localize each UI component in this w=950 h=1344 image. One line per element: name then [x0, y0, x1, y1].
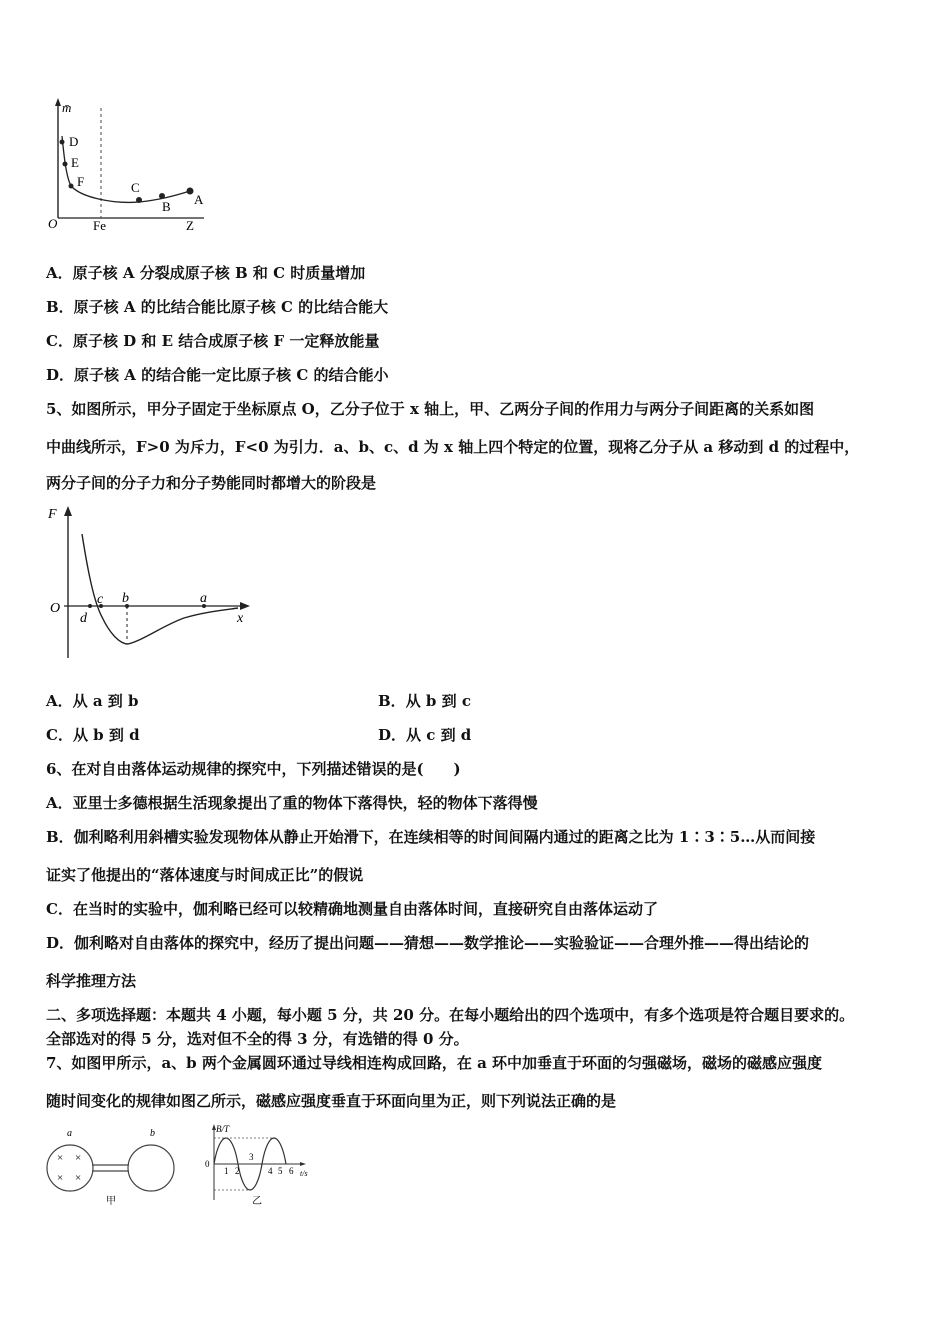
- q5-stem-2: 中曲线所示，F>0 为斥力，F<0 为引力．a、b、c、d 为 x 轴上四个特定的位置，现将乙分子从 a 移动到 d 的过程中，: [46, 438, 860, 456]
- b-t-graph-figure: [202, 1120, 322, 1208]
- ring-b-label: b: [150, 1128, 155, 1139]
- tick-4: 4: [268, 1166, 273, 1176]
- axis-x-label: x: [237, 611, 244, 626]
- q7-stem-2: 随时间变化的规律如图乙所示，磁感应强度垂直于环面向里为正，则下列说法正确的是: [46, 1092, 617, 1110]
- axis-m-label: m̄: [62, 100, 72, 115]
- q5-option-d: D．从 c 到 d: [378, 726, 472, 744]
- q6-option-b-line1: B．伽利略利用斜槽实验发现物体从静止开始滑下，在连续相等的时间间隔内通过的距离之比为 1∶3∶5…从而间接: [46, 828, 816, 846]
- label-d: D: [69, 134, 79, 149]
- q5-option-a: A．从 a 到 b: [46, 692, 139, 710]
- q7-stem-1: 7、如图甲所示，a、b 两个金属圆环通过导线相连构成回路，在 a 环中加垂直于环面的匀强磁场，磁场的磁感应强度: [46, 1054, 823, 1072]
- label-c: C: [131, 180, 140, 195]
- label-b: B: [162, 199, 171, 214]
- q5-stem-3: 两分子间的分子力和分子势能同时都增大的阶段是: [46, 474, 377, 492]
- q6-option-d-line2: 科学推理方法: [46, 972, 137, 990]
- tick-5: 5: [278, 1166, 283, 1176]
- caption-yi: 乙: [252, 1196, 262, 1207]
- q4-option-c: C．原子核 D 和 E 结合成原子核 F 一定释放能量: [46, 332, 380, 350]
- molecular-force-figure: [44, 502, 264, 664]
- cross-mark: ×: [57, 1152, 64, 1164]
- q6-option-c: C．在当时的实验中，伽利略已经可以较精确地测量自由落体时间，直接研究自由落体运动了: [46, 900, 658, 918]
- point-f: [69, 184, 74, 189]
- two-rings-figure: [44, 1124, 184, 1208]
- caption-jia: 甲: [106, 1196, 116, 1207]
- section2-line1: 二、多项选择题：本题共 4 小题，每小题 5 分，共 20 分。在每小题给出的四个选项中，有多个选项是符合题目要求的。: [46, 1006, 855, 1024]
- point-c: [136, 197, 142, 203]
- z-label: Z: [186, 218, 194, 233]
- fe-label: Fe: [93, 218, 106, 233]
- tick-6: 6: [289, 1166, 294, 1176]
- label-b: b: [122, 591, 129, 606]
- q4-option-d: D．原子核 A 的结合能一定比原子核 C 的结合能小: [46, 366, 389, 384]
- label-a: a: [200, 591, 207, 606]
- point-a: [187, 188, 194, 195]
- ring-a-label: a: [67, 1128, 72, 1139]
- q4-option-b: B．原子核 A 的比结合能比原子核 C 的比结合能大: [46, 298, 389, 316]
- axis-f-label: F: [48, 507, 57, 522]
- axis-bt-label: B/T: [216, 1124, 230, 1134]
- binding-energy-figure: [44, 96, 214, 236]
- cross-mark: ×: [75, 1152, 82, 1164]
- label-a: A: [194, 192, 204, 207]
- cross-mark: ×: [75, 1172, 82, 1184]
- q5-stem-1: 5、如图所示，甲分子固定于坐标原点 O，乙分子位于 x 轴上，甲、乙两分子间的作用力与两分子间距离的关系如图: [46, 400, 815, 418]
- q6-option-b-line2: 证实了他提出的“落体速度与时间成正比”的假说: [46, 866, 364, 884]
- label-d: d: [80, 611, 87, 626]
- q4-option-a: A．原子核 A 分裂成原子核 B 和 C 时质量增加: [46, 264, 366, 282]
- label-e: E: [71, 155, 79, 170]
- axis-t-label: t/s: [300, 1169, 308, 1178]
- q6-stem: 6、在对自由落体运动规律的探究中，下列描述错误的是( ): [46, 760, 461, 778]
- tick-2: 2: [235, 1166, 240, 1176]
- q6-option-d-line1: D．伽利略对自由落体的探究中，经历了提出问题——猜想——数学推论——实验验证——合理外推——得出结论的: [46, 934, 810, 952]
- section2-line2: 全部选对的得 5 分，选对但不全的得 3 分，有选错的得 0 分。: [46, 1030, 469, 1048]
- q6-option-a: A．亚里士多德根据生活现象提出了重的物体下落得快，轻的物体下落得慢: [46, 794, 538, 812]
- tick-3: 3: [249, 1152, 254, 1162]
- origin-zero-label: 0: [205, 1159, 210, 1169]
- label-c: c: [97, 592, 104, 607]
- q5-option-c: C．从 b 到 d: [46, 726, 140, 744]
- tick-1: 1: [224, 1166, 229, 1176]
- cross-mark: ×: [57, 1172, 64, 1184]
- point-e: [63, 162, 68, 167]
- q5-option-b: B．从 b 到 c: [378, 692, 471, 710]
- point-d: [60, 140, 65, 145]
- label-f: F: [77, 174, 85, 189]
- origin-label: O: [48, 216, 58, 231]
- origin-o-label: O: [50, 601, 61, 616]
